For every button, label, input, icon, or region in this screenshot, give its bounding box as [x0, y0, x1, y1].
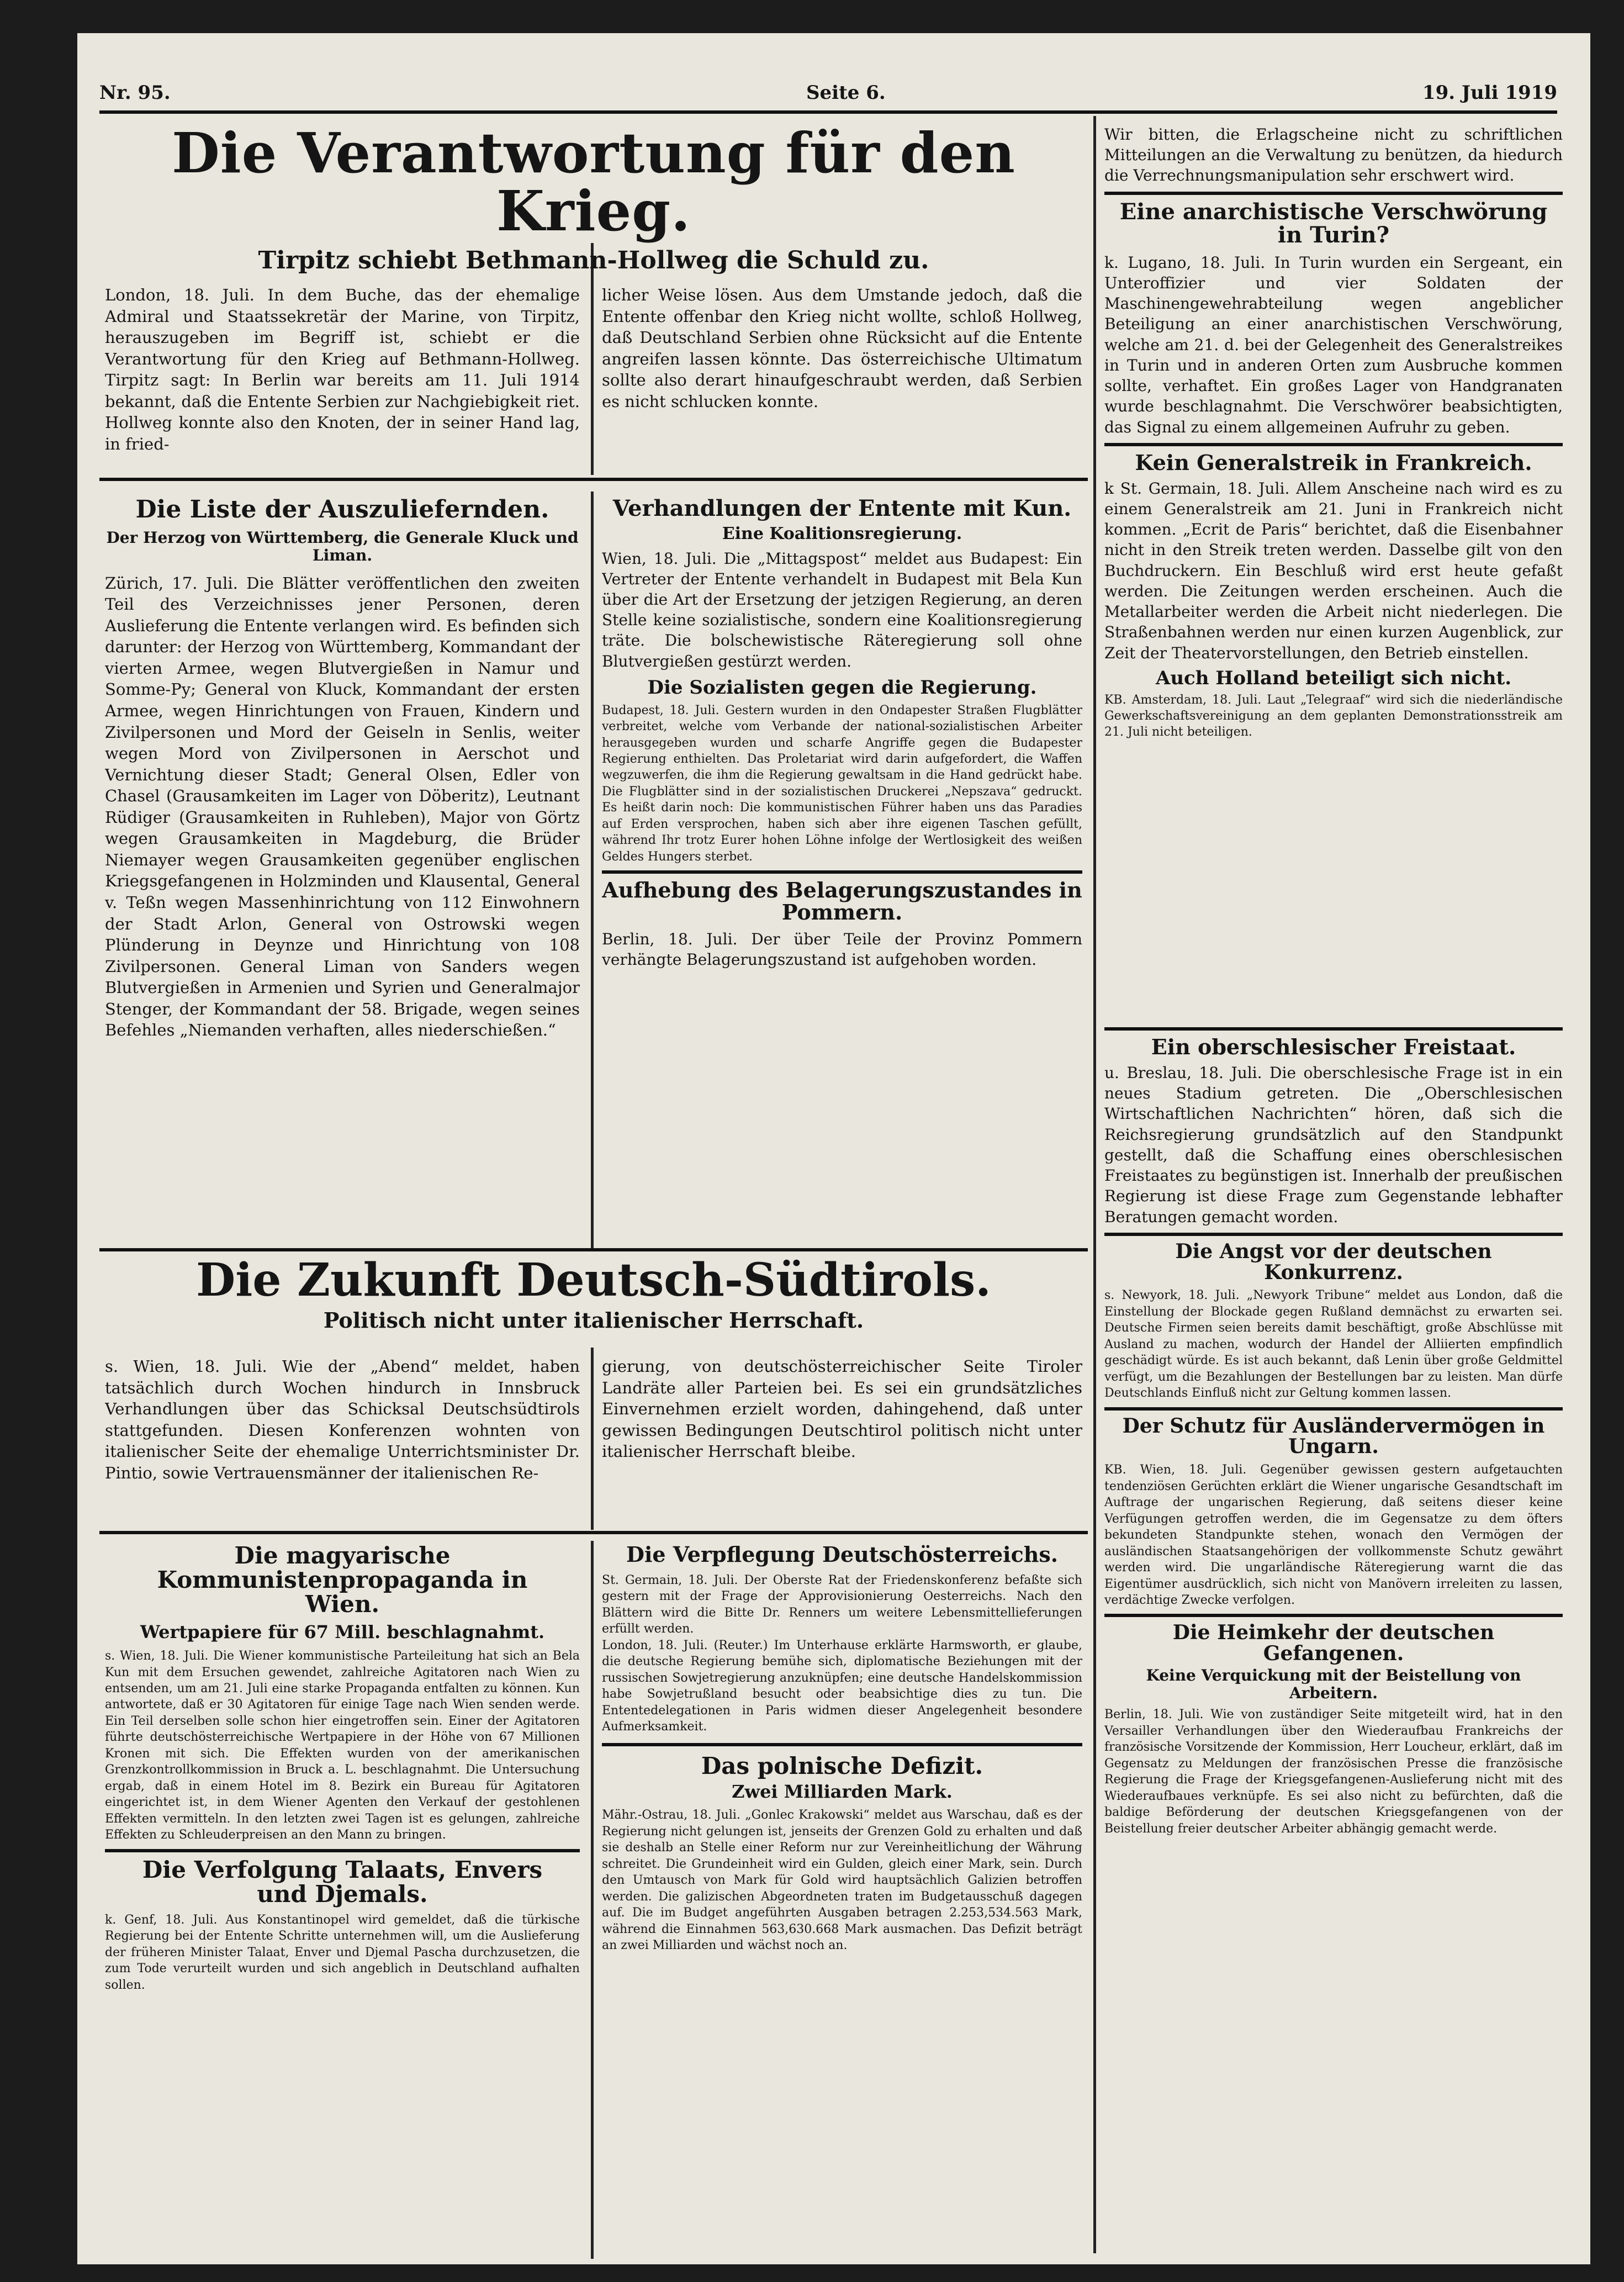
turin-headline: Eine anarchistische Verschwörung in Turin? — [1119, 198, 1548, 248]
verpflegung-headline: Die Verpflegung Deutschösterreichs. — [626, 1544, 1058, 1567]
sozialisten-body: Budapest, 18. Juli. Gestern wurden in den Ondapester Straßen Flugblätter verbreitet, welche vom Verbande der national-sozialistischen Arbeiter herausgegeben wurden und scharfe Angriffe gegen die Budapester Regierung enthielten. Das Proletariat wird darin aufgefordert, die Waffen wegzuwerfen, die ihm die Regierung gewaltsam in die Hand gedrückt habe. Die Flugblätter sind in der sozialistischen Druckerei „Nepszava“ gedruckt. Es heißt darin noch: Die kommunistischen Führer haben uns das Paradies auf Erden versprochen, haben sich aber ihre eigenen Taschen gefüllt, während Ihr trotz Eurer hohen Löhne infolge der Wertlosigkeit des weißen Geldes Hungers sterbet. — [602, 703, 1082, 864]
magyar-body: s. Wien, 18. Juli. Die Wiener kommunistische Parteileitung hat sich an Bela Kun mit dem Ersuchen gewendet, zahlreiche Agitatoren nach Wien zu entsenden, um am 21. Juli eine starke Propaganda entfalten zu können. Kun antwortete, daß er 30 Agitatoren für einige Tage nach Wien senden werde. Ein Teil derselben solle schon hier eingetroffen sein. Einer der Agitatoren führte deutschösterreichische Wertpapiere in der Höhe von 67 Millionen Kronen mit sich. Die Effekten wurden von der amerikanischen Grenzkontrollkommission in Bruck a. L. beschlagnahmt. Die Untersuchung ergab, daß in einem Hotel im 8. Bezirk ein Bureau für Agitatoren eingerichtet ist, in dem Wiener Agenten den Verkauf der gestohlenen Effekten vermitteln. In den letzten zwei Tagen ist es gelungen, zahlreiche Effekten zu Schleuderpreisen an den Mann zu bringen. — [105, 1649, 580, 1842]
kun-article — [602, 492, 1082, 1245]
rule — [602, 1743, 1082, 1746]
rule — [1104, 1614, 1563, 1617]
turin-body: k. Lugano, 18. Juli. In Turin wurden ein Sergeant, ein Unteroffizier und vier Soldaten der Maschinengewehrabteilung wegen angeblicher Beteiligung an einer anarchistischen Verschwörung, welche am 21. d. bei der Gelegenheit des Generalstreikes in Turin und in anderen Orten zum Ausbruche kommen sollte, verhaftet. Ein großes Lager von Handgranaten wurde beschlagnahmt. Die Verschwörer beabsichtigten, das Signal zu einem allgemeinen Aufruhr zu geben. — [1104, 253, 1563, 436]
newspaper-page — [77, 33, 1590, 2264]
suedtirol-col1: s. Wien, 18. Juli. Wie der „Abend“ meldet, haben tatsächlich durch Wochen hindurch in Innsbruck Verhandlungen über das Schicksal Deutschsüdtirols stattgefunden. Diesen Konferenzen wohnten von italienischer Seite der ehemalige Unterrichtsminister Dr. Pintio, sowie Vertrauensmänner der italienischen Re- — [105, 1357, 580, 1482]
rule-after-suedtirol — [99, 1531, 1088, 1534]
issue-date: 19. Juli 1919 — [1422, 82, 1557, 104]
rule — [1104, 1233, 1563, 1236]
sozialisten-headline: Die Sozialisten gegen die Regierung. — [647, 676, 1037, 699]
rule — [1104, 443, 1563, 446]
auslieferung-headline: Die Liste der Auszuliefernden. — [135, 495, 549, 524]
kun-body: Wien, 18. Juli. Die „Mittagspost“ meldet aus Budapest: Ein Vertreter der Entente verhandelt in Budapest mit Bela Kun über die Art der Ersetzung der jetzigen Regierung, an deren Stelle keine sozialistische, sondern eine Koalitionsregierung träte. Die bolschewistische Räteregierung soll ohne Blutvergießen gestürzt werden. — [602, 549, 1082, 670]
auslieferung-subhead: Der Herzog von Württemberg, die Generale Kluck und Liman. — [106, 529, 579, 565]
main-article-col1: London, 18. Juli. In dem Buche, das der ehemalige Admiral und Staatssekretär der Marine, von Tirpitz, herauszugeben im Begriff ist, schiebt er die Verantwortung für den Krieg auf Bethmann-Hollweg. Tirpitz sagt: In Berlin war bereits am 11. Juli 1914 bekannt, daß die Entente Serbien zur Nachgiebigkeit riet. Hollweg konnte also den Knoten, der in seiner Hand lag, in fried- — [105, 286, 580, 453]
verpflegung-article — [602, 1544, 1082, 2256]
mid-divider — [591, 492, 594, 1248]
pommern-headline: Aufhebung des Belagerungszustandes in Pommern. — [602, 878, 1082, 925]
verpflegung-body-2: London, 18. Juli. (Reuter.) Im Unterhause erklärte Harmsworth, er glaube, die deutsche Regierung bemühe sich, diplomatische Beziehungen mit der russischen Sowjetregierung anzuknüpfen; eine deutsche Handelskommission habe Sowjetrußland besucht oder beabsichtige dies zu tun. Die Ententedelegationen in Paris widmen dieser Angelegenheit besondere Aufmerksamkeit. — [602, 1638, 1082, 1734]
freistaat-body: u. Breslau, 18. Juli. Die oberschlesische Frage ist in ein neues Stadium getreten. Die „Oberschlesischen Wirtschaftlichen Nachrichten“ hören, daß sich die Reichsregierung grundsätzlich auf den Standpunkt gestellt, daß die Schaffung eines oberschlesischen Freistaates zu begünstigen ist. Innerhalb der preußischen Regierung ist diese Frage zum Gegenstande lebhafter Beratungen gemacht worden. — [1104, 1063, 1563, 1226]
verpflegung-body-1: St. Germain, 18. Juli. Der Oberste Rat der Friedenskonferenz befaßte sich gestern mit der Frage der Approvisionierung Oesterreichs. Nach den Blättern wird die Bitte Dr. Renners um weitere Lebensmittellieferungen erfüllt werden. — [602, 1573, 1082, 1636]
right-column-top — [1104, 124, 1563, 1063]
main-headline: Die Verantwortung für den Krieg. — [172, 124, 1015, 244]
auslieferung-article — [105, 492, 580, 1245]
header-rule — [99, 110, 1557, 114]
strike-headline: Kein Generalstreik in Frankreich. — [1135, 450, 1532, 475]
right-column-divider — [1093, 116, 1096, 2253]
pommern-body: Berlin, 18. Juli. Der über Teile der Provinz Pommern verhängte Belagerungszustand ist aufgehoben worden. — [602, 930, 1082, 969]
strike-body: k St. Germain, 18. Juli. Allem Anscheine nach wird es zu einem Generalstreik am 21. Juni in Frankreich nicht kommen. „Ecrit de Paris“ berichtet, daß die Eisenbahner nicht in den Streik treten werden. Dasselbe gilt von den Buchdruckern. Ein Beschluß wird erst heute gefaßt werden. Die Zeitungen werden erscheinen. Auch die Metallarbeiter werden die Arbeit nicht niederlegen. Die Straßenbahnen werden nur einen kurzen Augenblick, zur Zeit der Theatervorstellungen, den Betrieb einstellen. — [1104, 479, 1563, 662]
schutz-body: KB. Wien, 18. Juli. Gegenüber gewissen gestern aufgetauchten tendenziösen Gerüchten erklärt die Wiener ungarische Gesandtschaft im Auftrage der ungarischen Regierung, daß seitens dieser keine Verfügungen getroffen werden, die im Gegensatze zu dem öfters bekundeten Standpunkte stehen, wonach den Vermögen der ausländischen Staatsangehörigen der vollkommenste Schutz gewährt werden wird. Die ungarländische Räteregierung warnt die das Eigentümer ausdrücklich, sich nicht von Manövern irreleiten zu lassen, verdächtige Zwecke verfolgen. — [1104, 1463, 1563, 1607]
heimkehr-headline: Die Heimkehr der deutschen Gefangenen. — [1172, 1621, 1495, 1666]
talaat-body: k. Genf, 18. Juli. Aus Konstantinopel wird gemeldet, daß die türkische Regierung bei der Entente Schritte unternehmen will, um die Auslieferung der früheren Minister Talaat, Enver und Djemal Pascha durchzusetzen, die zum Tode verurteilt wurden und sich angeblich in Deutschland aufhalten sollen. — [105, 1913, 580, 1992]
bottom-divider — [591, 1541, 594, 2259]
rule — [105, 1849, 580, 1852]
suedtirol-divider — [591, 1348, 594, 1530]
freistaat-headline: Ein oberschlesischer Freistaat. — [1151, 1034, 1516, 1059]
kun-headline: Verhandlungen der Entente mit Kun. — [612, 495, 1072, 521]
page-header — [99, 76, 1557, 115]
defizit-subhead: Zwei Milliarden Mark. — [732, 1781, 953, 1802]
rule — [602, 870, 1082, 874]
main-article-col2: licher Weise lösen. Aus dem Umstande jedoch, daß die Entente offenbar den Krieg nicht wollte, schloß Hollweg, daß Deutschland Serbien ohne Rücksicht auf die Entente angreifen lassen könnte. Das österreichische Ultimatum sollte also derart hinaufgeschraubt werden, daß Serbien es nicht schlucken konnte. — [602, 286, 1082, 411]
magyar-subhead: Wertpapiere für 67 Mill. beschlagnahmt. — [140, 1621, 545, 1643]
suedtirol-subhead: Politisch nicht unter italienischer Herrschaft. — [323, 1308, 864, 1333]
page-number: Seite 6. — [806, 82, 886, 104]
talaat-headline: Die Verfolgung Talaats, Envers und Djemals. — [142, 1856, 543, 1908]
holland-body: KB. Amsterdam, 18. Juli. Laut „Telegraaf“ wird sich die niederländische Gewerkschaftsvereinigung an dem geplanten Demonstrationsstreik am 21. Juli nicht beteiligen. — [1104, 693, 1563, 739]
schutz-headline: Der Schutz für Ausländervermögen in Ungarn. — [1122, 1414, 1545, 1459]
auslieferung-body: Zürich, 17. Juli. Die Blätter veröffentlichen den zweiten Teil des Verzeichnisses jener Personen, deren Auslieferung die Entente verlangen wird. Es befinden sich darunter: der Herzog von Württemberg, Kommandant der vierten Armee, wegen Blutvergießen in Namur und Somme-Py; General von Kluck, Kommandant der ersten Armee, wegen Hinrichtungen von Frauen, Kindern und Zivilpersonen und Mord der Geiseln in Senlis, weiter wegen Mord von Zivilpersonen in Aerschot und Vernichtung dieser Stadt; General Olsen, Edler von Chasel (Grausamkeiten im Lager von Döberitz), Leutnant Rüdiger (Grausamkeiten in Ruhleben), Major von Görtz wegen Grausamkeiten in Magdeburg, die Brüder Niemayer wegen Grausamkeiten gegenüber englischen Kriegsgefangenen in Holzminden und Klausental, General v. Teßn wegen Massenhinrichtung von 112 Einwohnern der Stadt Arlon, General von Ostrowski wegen Plünderung in Deynze und Hinrichtung von 108 Zivilpersonen. General Liman von Sanders wegen Blutvergießen in Armenien und Syrien und Generalmajor Stenger, der Kommandant der 58. Brigade, wegen seines Befehles „Niemanden verhaften, alles niederschießen.“ — [105, 573, 580, 1040]
subscription-notice: Wir bitten, die Erlagscheine nicht zu schriftlichen Mitteilungen an die Verwaltung zu benützen, da hiedurch die Verrechnungsmanipulation sehr erschwert wird. — [1104, 125, 1563, 185]
suedtirol-col2: gierung, von deutschösterreichischer Seite Tiroler Landräte aller Parteien bei. Es sei ein grundsätzliches Einvernehmen erzielt worden, dahingehend, daß unter gewissen Bedingungen Deutschtirol politisch nicht unter italienischer Herrschaft bleibe. — [602, 1357, 1082, 1461]
rule — [1104, 1407, 1563, 1411]
suedtirol-article — [99, 1256, 1088, 1350]
defizit-headline: Das polnische Defizit. — [701, 1752, 983, 1779]
rule-before-suedtirol — [99, 1248, 1088, 1251]
magyar-headline: Die magyarische Kommunistenpropaganda in Wien. — [157, 1544, 528, 1618]
heimkehr-subhead: Keine Verquickung mit der Beistellung von Arbeitern. — [1146, 1666, 1521, 1703]
right-column-bottom — [1104, 1022, 1563, 2253]
suedtirol-headline: Die Zukunft Deutsch-Südtirols. — [196, 1256, 991, 1307]
rule-after-main — [99, 478, 1088, 481]
magyar-article — [105, 1544, 580, 2256]
rule — [1104, 192, 1563, 195]
konkurrenz-body: s. Newyork, 18. Juli. „Newyork Tribune“ meldet aus London, daß die Einstellung der Blockade gegen Rußland demnächst zu erwarten sei. Deutsche Firmen seien bereits damit beschäftigt, große Abschlüsse mit Ausland zu machen, wodurch der Handel der Alliierten empfindlich geschädigt würde. Es ist auch bekannt, daß Lenin über große Geldmittel verfügt, um die Bezahlungen der Bestellungen bar zu leisten. Man dürfe Deutschlands Einfluß nicht zur Geltung kommen lassen. — [1104, 1288, 1563, 1401]
kun-subhead: Eine Koalitionsregierung. — [722, 524, 962, 543]
main-subhead: Tirpitz schiebt Bethmann-Hollweg die Schuld zu. — [258, 246, 929, 274]
konkurrenz-headline: Die Angst vor der deutschen Konkurrenz. — [1175, 1239, 1492, 1284]
heimkehr-body: Berlin, 18. Juli. Wie von zuständiger Seite mitgeteilt wird, hat in den Versailler Verhandlungen über den Wiederaufbau Frankreichs der französische Vorsitzende der Kommission, Herr Loucheur, erklärt, daß im Gegensatz zu Meldungen der französischen Presse die französische Regierung die Frage der Kriegsgefangenen-Auslieferung nicht mit des Wiederaufbaues verknüpfe. Es sei also nicht zu befürchten, daß die baldige Beförderung der deutschen Kriegsgefangenen von der Beistellung freier deutscher Arbeiter abhängig gemacht werde. — [1104, 1708, 1563, 1836]
holland-headline: Auch Holland beteiligt sich nicht. — [1155, 667, 1512, 689]
issue-number: Nr. 95. — [99, 82, 171, 104]
defizit-body: Mähr.-Ostrau, 18. Juli. „Gonlec Krakowski“ meldet aus Warschau, daß es der Regierung nicht gelungen ist, jenseits der Grenzen Gold zu erhalten und daß sie deshalb an Stelle einer Reform nur zur Vereinheitlichung der Währung schreitet. Die Grundeinheit wird ein Gulden, gleich einer Mark, sein. Durch den Umtausch von Mark für Gold wird hauptsächlich Galizien betroffen werden. Die galizischen Abgeordneten traten im Budgetausschuß dagegen auf. Die im Budget angeführten Ausgaben betragen 2.253,534.563 Mark, während die Einnahmen 563,630.668 Mark ausmachen. Das Defizit beträgt an zwei Milliarden und wächst noch an. — [602, 1808, 1082, 1953]
rule — [1104, 1027, 1563, 1031]
